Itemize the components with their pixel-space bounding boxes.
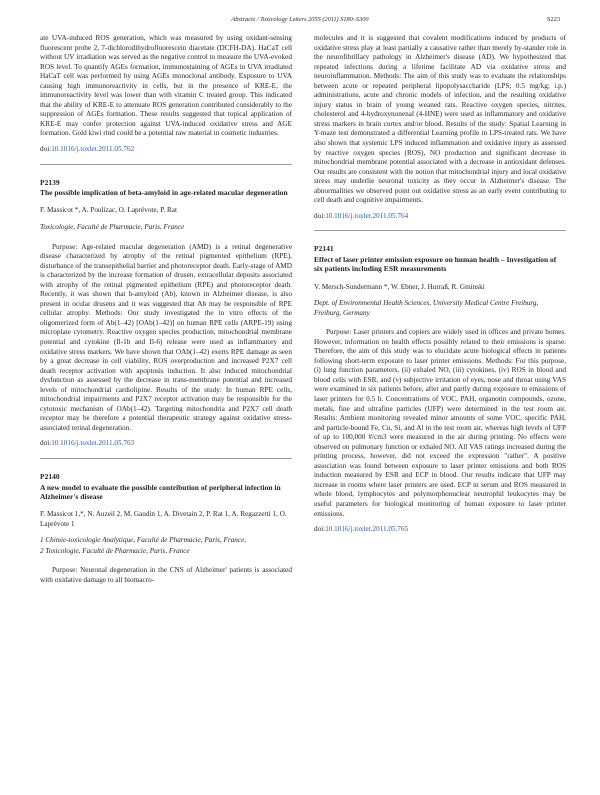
page-number: S223 — [547, 16, 560, 23]
abstract-title: A new model to evaluate the possible contribution of peripheral infection in Alzheimer's disease — [40, 482, 281, 501]
doi-prefix: doi: — [314, 211, 326, 220]
abstract-body: Purpose: Laser printers and copiers are widely used in offices and private homes. However, information on health effects possibly related to their emissions is sparse. Therefore, the aim of this study was to elucidate acute biological effects in patients following short-term exposure to laser printer emissions. Methods: For this purpose, (i) lung function parameters, (ii) exhaled NO, (iii) cytokines, (iv) ROS in blood and blood cells with ESR, and (v) subjective irritation of eyes, nose and throat using VAS were examined in six patients before, after and partly during exposure to emissions of laser printers for 0.5 h. Concentrations of VOC, PAH, organotin compounds, ozone, metals, fine and ultrafine particles (UFP) were determined in the test room air. Results: Ambient monitoring revealed minor amounts of some VOC, specific PAH, and particle-bound Fe, Cu, Si, and Al in the test room air, whereas high levels of UFP of up to 100,000 #/cm3 were measured in the air during printing. No effects were observed on pulmonary function or exhaled NO. All VAS ratings increased during the printing process, however, did not exceed the expression "rather". A positive association was found between exposure to laser printer emissions and both ROS induction measured by ESR and ECP in blood. Our results indicate that UFP may increase in rooms where laser printers are used. ECP in serum and ROS measured in whole blood, lymphocytes and polymorphonuclear neutrophil leukocytes may be useful parameters for biological monitoring of human exposure to laser printer emissions. — [314, 328, 566, 518]
journal-citation: Abstracts / Toxicology Letters 205S (2011) S180–S300 — [231, 16, 369, 23]
right-column — [314, 34, 566, 535]
abstract-p2139 — [40, 178, 292, 449]
abstract-divider — [40, 164, 292, 165]
abstract-divider — [314, 230, 566, 231]
abstract-authors: F. Massicot *, A. Poulizac, O. Laprévote, P. Rat — [40, 206, 177, 215]
abstract-p2141 — [314, 244, 566, 534]
abstract-p2140 — [40, 472, 292, 585]
left-column — [40, 34, 292, 585]
doi-link[interactable]: 10.1016/j.toxlet.2011.05.762 — [51, 145, 135, 154]
continued-abstract-text: molecules and it is suggested that covalent modifications induced by products of oxidative stress play at least partially a causative rather than merely by-stander role in the neurofibrillary pathology in Alzheimer's disease (AD). We hypothesized that repeated infections during a lifetime facilitate AD via oxidative stress and neuroinflammation. Methods: The aim of this study was to evaluate the relationships between acute or repeated peripheral lipopolysaccharide (LPS; 0.5 mg/kg; i.p.) administrations, acute and chronic models of infection, and the resulting oxidative injury status in brain of young weaned rats. Reactive oxygen species, nitrites, cholesterol and 4-hydroxynonenal (4-HNE) were used as inflammatory and oxidative stress markers in brain cortex and/or blood. Results of the study: Spatial Learning in Y-maze test demonstrated a differential Learning profile in LPS-treated rats. We have also shown that systemic LPS induced inflammation and oxidative injury as assessed by reactive oxygen species (ROS), NO production and significant decrease in mitochondrial membrane potential associated with a decrease in antioxidant defenses. Our results are consistent with the notion that mitochondrial injury and local oxidative stress may underlie neuronal toxicity as they occur in Alzheimer's disease. The abnormalities we observed point out oxidative stress as an early event contributing to cell death and cognitive impairments. — [314, 34, 566, 205]
abstract-affiliation-2: 2 Toxicologie, Faculté de Pharmacie, Paris, France — [40, 546, 190, 555]
abstract-body: Purpose: Neuronal degeneration in the CNS of Alzheimer' patients is associated with oxidative damage to all biomacro- — [40, 566, 292, 584]
running-header — [0, 16, 600, 28]
doi-prefix: doi: — [40, 145, 52, 154]
doi-prefix: doi: — [40, 439, 52, 448]
abstract-title: Effect of laser printer emission exposure on human health – Investigation of six patients including ESR measurements — [314, 254, 557, 274]
abstract-affiliation: Dept. of Environmental Health Sciences, University Medical Centre Freiburg, Freiburg, Germany — [314, 299, 539, 317]
abstract-body: Purpose: Age-related macular degeneration (AMD) is a retinal degenerative disease characterized by atrophy of the retinal pigmented epithelium (RPE), disturbance of the transepithelial barrier and photoreceptor death. Early-stage of AMD is characterized by the increase formation of drusen, extracellular deposits associated with atrophy of the retinal pigmented epithelium (RPE) and photoreceptor death. Recently, it was shown that b-amyloid (Ab), known in Alzheimer disease, is also present in ocular drusens and it was suggested that Ab may be responsible of RPE cellular atrophy. Methods: Our study investigated the in vitro effects of the oligomerized form of Ab(1–42) [OAb(1–42)] on human RPE cells (ARPE-19) using microplate cytometry. Reactive oxygen species production, mitochondrial membrane potential and cytokine (Il-1b and Il-6) release were used as inflammatory and oxidative stress markers. We have shown that OAb(1–42) exerts RPE damage as seen by a great decrease in cell viability, ROS overproduction and increased P2X7 cell death receptor activation with apoptosis induction. It also induced mitochondrial dysfunction as assessed by the decrease in trans-membrane potential and increased levels of mitochondrial cardiolipine. Results of the study: In human RPE cells, mitochondrial impairments and P2X7 receptor activation may be responsible for the cytotoxic mechanism of OAb(1–42). Targeting mitochondria and P2X7 cell death receptor may be therefore a potential therapeutic strategy against oxidative stress-associated retinal degeneration. — [40, 242, 292, 432]
doi-line — [314, 212, 566, 222]
doi-line — [40, 145, 292, 155]
abstract-number: P2140 — [40, 471, 60, 481]
doi-link[interactable]: 10.1016/j.toxlet.2011.05.765 — [325, 525, 409, 534]
abstract-divider — [40, 458, 292, 459]
abstract-number: P2141 — [314, 244, 334, 254]
doi-link[interactable]: 10.1016/j.toxlet.2011.05.763 — [51, 439, 135, 448]
doi-line — [314, 525, 566, 535]
doi-link[interactable]: 10.1016/j.toxlet.2011.05.764 — [325, 211, 409, 220]
doi-line — [40, 439, 292, 449]
abstract-title: The possible implication of beta-amyloid in age-related macular degeneration — [40, 188, 288, 198]
abstract-authors: F. Massicot 1,*, N. Auzeil 2, M. Gaudin 1, A. Divetain 2, P. Rat 1, A. Regazzetti 1, O. Laprévote 1 — [40, 510, 287, 528]
continued-abstract-text: ate UVA-induced ROS generation, which was measured by using oxidant-sensing fluorescent probe 2, 7-dichlorodihydrofluorescein diacetate (DCFH-DA). HaCaT cell without UV irradiation was served as the negative control to measure the UVA-evoked ROS level. To quantify AGEs formation, immunostaining of AGEs in UVA irradiated HaCaT cell was performed by using AGEs monoclonal antibody. Exposure to UVA causing high immunoreactivity in cells, but in the presence of KRE-E, the immunoreactivity level was lower than with vitamin C treated group. This indicated that the ability of KRE-E to attenuate ROS generation contributed considerably to the suppression of AGEs formation. These results suggested that topical application of KRE-E may confer protection against UVA-induced oxidative stress and AGE formation. Gold kiwi rind could be a potential raw material in cosmetic industries. — [40, 34, 292, 138]
abstract-authors: V. Mersch-Sundermann *, W. Ebner, J. Hurraß, R. Gminski — [314, 282, 485, 291]
doi-prefix: doi: — [314, 525, 326, 534]
abstract-affiliation-1: 1 Chimie-toxicologie Analytique, Faculté de Pharmacie, Paris, France, — [40, 536, 247, 545]
abstract-affiliation: Toxicologie, Faculté de Pharmacie, Paris, France — [40, 222, 185, 231]
abstract-number: P2139 — [40, 177, 60, 187]
